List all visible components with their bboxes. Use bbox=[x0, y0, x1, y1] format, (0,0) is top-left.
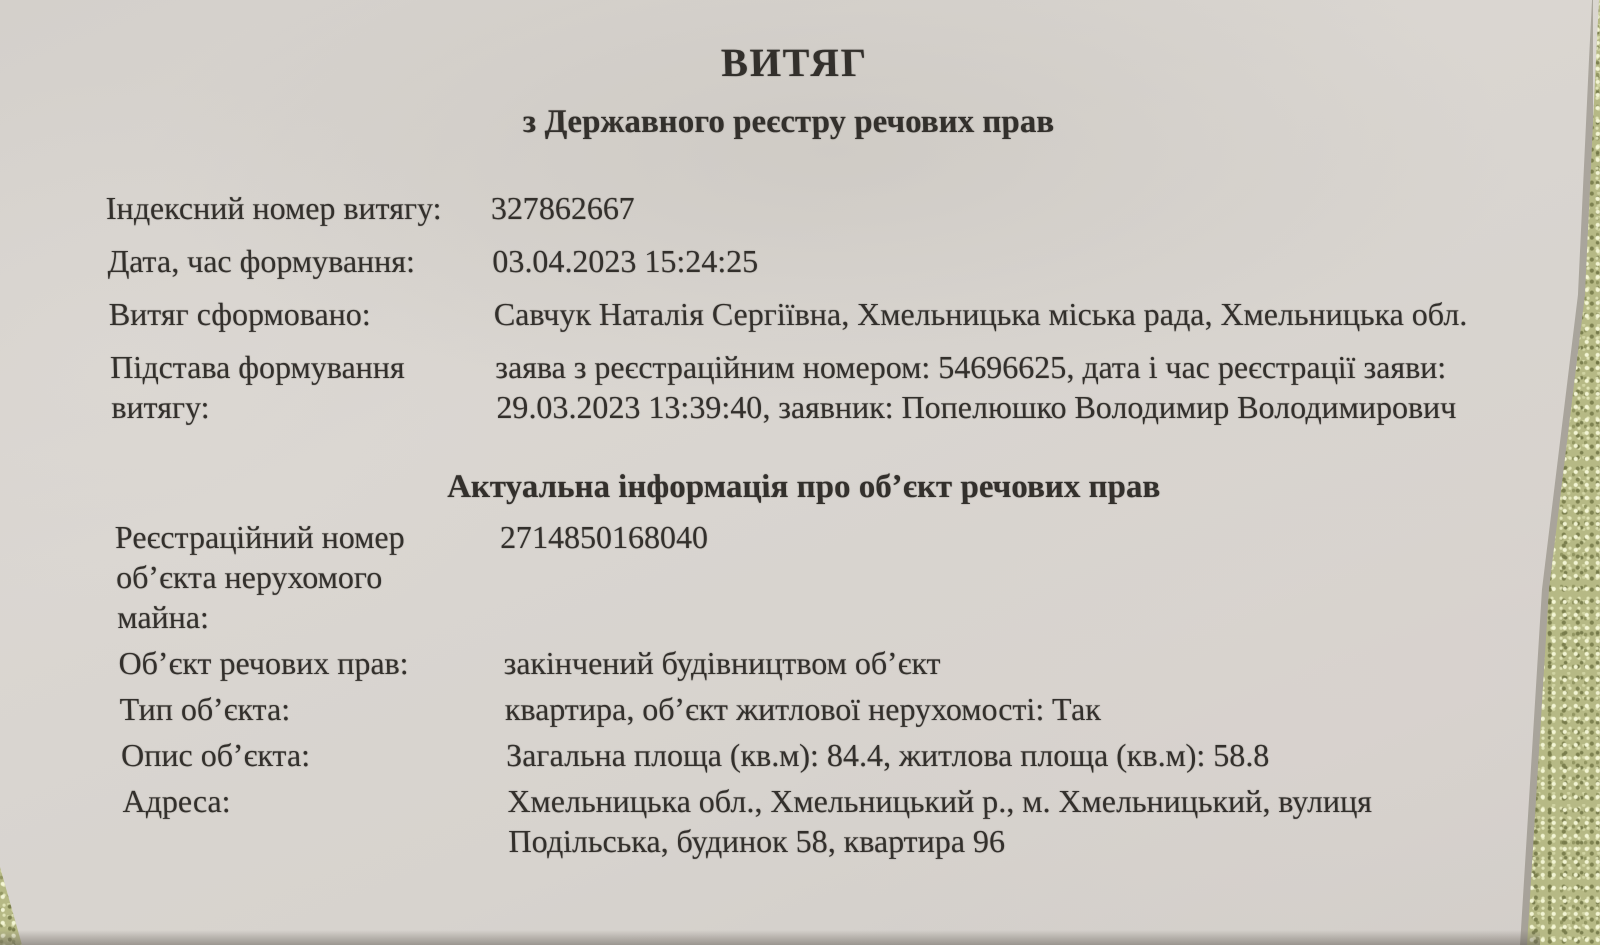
field-row-object-description bbox=[21, 735, 1600, 775]
field-value: закінчений будівництвом об’єкт bbox=[503, 645, 942, 681]
field-label: Дата, час формування: bbox=[106, 243, 416, 279]
field-label: Тип об’єкта: bbox=[119, 691, 291, 727]
header-fields bbox=[5, 188, 1600, 427]
field-row-formed-by bbox=[8, 294, 1600, 334]
object-info-fields bbox=[14, 517, 1600, 861]
field-row-registration-number bbox=[14, 517, 1600, 637]
section-heading: Актуальна інформація про об’єкт речових прав bbox=[446, 469, 1161, 505]
field-row-address bbox=[22, 781, 1600, 861]
field-value: 03.04.2023 15:24:25 bbox=[491, 243, 759, 279]
field-label: Підстава формування витягу: bbox=[109, 349, 406, 425]
document-subtitle: з Державного реєстру речових прав bbox=[522, 104, 1055, 140]
field-row-object-type bbox=[19, 689, 1600, 729]
field-label: Індексний номер витягу: bbox=[105, 190, 442, 226]
field-value: квартира, об’єкт житлової нерухомості: Так bbox=[504, 691, 1102, 727]
field-label: Опис об’єкта: bbox=[120, 737, 311, 773]
document-title: ВИТЯГ bbox=[720, 40, 870, 85]
field-label: Реєстраційний номер об’єкта нерухомого майна: bbox=[114, 519, 406, 635]
field-row-property-rights-object bbox=[18, 643, 1600, 683]
field-row-index-number bbox=[5, 188, 1600, 228]
field-label: Об’єкт речових прав: bbox=[118, 645, 409, 681]
field-row-formation-basis bbox=[10, 347, 1600, 427]
field-value: заява з реєстраційним номером: 54696625, дата і час реєстрації заяви: 29.03.2023 13:39:40, заявник: Попелюшко Володимир Володимирович bbox=[494, 349, 1457, 425]
field-value: Савчук Наталія Сергіївна, Хмельницька міська рада, Хмельницька обл. bbox=[493, 296, 1468, 332]
field-label: Витяг сформовано: bbox=[108, 296, 372, 332]
field-row-formation-datetime bbox=[7, 241, 1600, 281]
field-value: 327862667 bbox=[490, 190, 636, 226]
field-value: Загальна площа (кв.м): 84.4, житлова площа (кв.м): 58.8 bbox=[505, 737, 1270, 773]
field-value: Хмельницька обл., Хмельницький р., м. Хмельницький, вулиця Подільська, будинок 58, квартира 96 bbox=[506, 783, 1373, 859]
field-value: 2714850168040 bbox=[499, 519, 709, 555]
field-label: Адреса: bbox=[121, 783, 231, 819]
